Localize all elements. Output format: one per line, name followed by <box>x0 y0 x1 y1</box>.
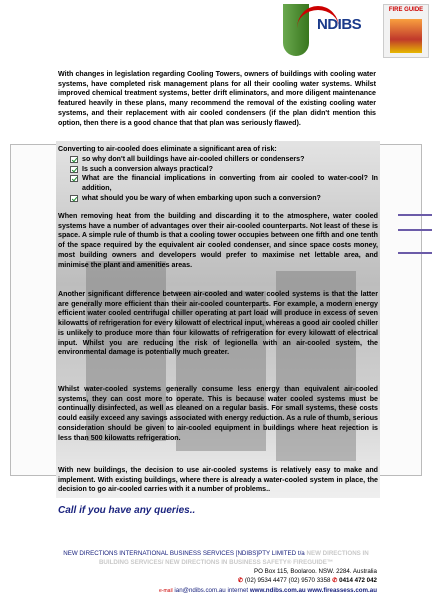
logo-brand-text: NDIBS <box>317 16 362 33</box>
question-list <box>70 155 378 204</box>
fire-guide-badge <box>383 4 429 58</box>
checkbox-icon <box>70 195 78 202</box>
checkbox-icon <box>70 156 78 163</box>
website-link-fireassess[interactable]: www.fireassess.com.au <box>307 587 377 594</box>
list-item: Is such a conversion always practical? <box>70 165 378 175</box>
email-link[interactable]: ian@ndibs.com.au <box>174 587 226 594</box>
company-logo <box>283 4 431 58</box>
footer-company <box>56 550 376 567</box>
list-item: What are the financial implications in converting from air cooled to water-cool? In addition, <box>70 174 378 193</box>
list-item: so why don't all buildings have air-cooled chillers or condensers? <box>70 155 378 165</box>
footer-contact-line <box>57 587 377 596</box>
website-link-ndibs[interactable]: www.ndibs.com.au <box>249 587 306 594</box>
list-item: what should you be wary of when embarking upon such a conversion? <box>70 194 378 204</box>
fire-guide-title: FIRE GUIDE <box>388 7 424 13</box>
heat-removal-paragraph: When removing heat from the building and discarding it to the atmosphere, water cooled systems have a number of advantages over their air-cooled counterparts. Not least of these is space. A simple rule of thumb is that a cooling tower occupies between one fifth and one tenth of the space required by the equivalent air cooled condenser, and since space costs money, most building owners and developers would prefer to maximise net lettable area, and minimise the plant and amenities areas. <box>58 212 378 269</box>
side-accent-line <box>398 229 432 231</box>
mobile-icon: ✆ <box>332 577 338 584</box>
checkbox-icon <box>70 166 78 173</box>
phone-icon: ✆ <box>237 577 244 584</box>
fire-image-icon <box>390 19 422 53</box>
footer-phone-line <box>57 577 377 586</box>
internet-label: internet <box>227 587 249 594</box>
side-accent-line <box>398 252 432 254</box>
call-to-action: Call if you have any queries.. <box>58 505 196 516</box>
new-buildings-paragraph: With new buildings, the decision to use air-cooled systems is relatively easy to make and implement. With existing buildings, where there is already a water-cooled system in place, the decision to go air-cooled carries with it a number of problems.. <box>58 466 378 494</box>
side-accent-line <box>398 214 432 216</box>
checkbox-icon <box>70 175 78 182</box>
company-trading-names: NEW DIRECTIONS IN BUILDING SERVICES/ NEW DIRECTIONS IN BUSINESS SAFETY® FIREGUIDE™ <box>98 550 369 566</box>
footer-address: PO Box 115, Boolaroo. NSW. 2284. Australia <box>253 568 377 575</box>
email-label: e-mail <box>159 588 173 594</box>
mobile-number: 0414 472 042 <box>339 577 377 584</box>
question-lead: Converting to air-cooled does eliminate a significant area of risk: <box>58 145 277 153</box>
operating-cost-paragraph: Whilst water-cooled systems generally consume less energy than equivalent air-cooled systems, they can cost more to operate. This is because water cooled systems must be continually disinfected, as well as cleaned on a regular basis. For small systems, these costs could easily exceed any savings associated with energy reduction. As a rule of thumb, serious consideration should be given to air-cooled equipment in buildings where heat rejection is less than 500 kilowatts refrigeration. <box>58 385 378 442</box>
company-name: NEW DIRECTIONS INTERNATIONAL BUSINESS SERVICES [NDIBS]PTY LIMITED t/a <box>63 550 305 557</box>
phone-numbers: (02) 9534 4477 (02) 9570 3358 <box>244 577 331 584</box>
efficiency-paragraph: Another significant difference between air-cooled and water cooled systems is that the latter are generally more efficient than their air-cooled counterparts. For example, a modern energy efficient water cooled centrifugal chiller operating at part load will produce in excess of seven kilowatts of refrigeration for every kilowatt of electrical input, whereas a good air cooled chiller is unlikely to produce more than four kilowatts of refrigeration for every kilowatt of electrical input. Whilst you are reducing the risk of legionella with an air-cooled system, the environmental damage is potentially much greater. <box>58 290 378 357</box>
intro-paragraph: With changes in legislation regarding Cooling Towers, owners of buildings with cooling water systems, have completed risk management plans for all their cooling water systems. Whilst improved chemical treatment systems, better drift eliminators, and more diligent maintenance featured heavily in these plans, many recommend the removal of the existing cooling water systems, and their replacement with air cooled condensers (if the plan didn't mention this option, then there is a good chance that that plan was seriously flawed). <box>58 70 376 127</box>
